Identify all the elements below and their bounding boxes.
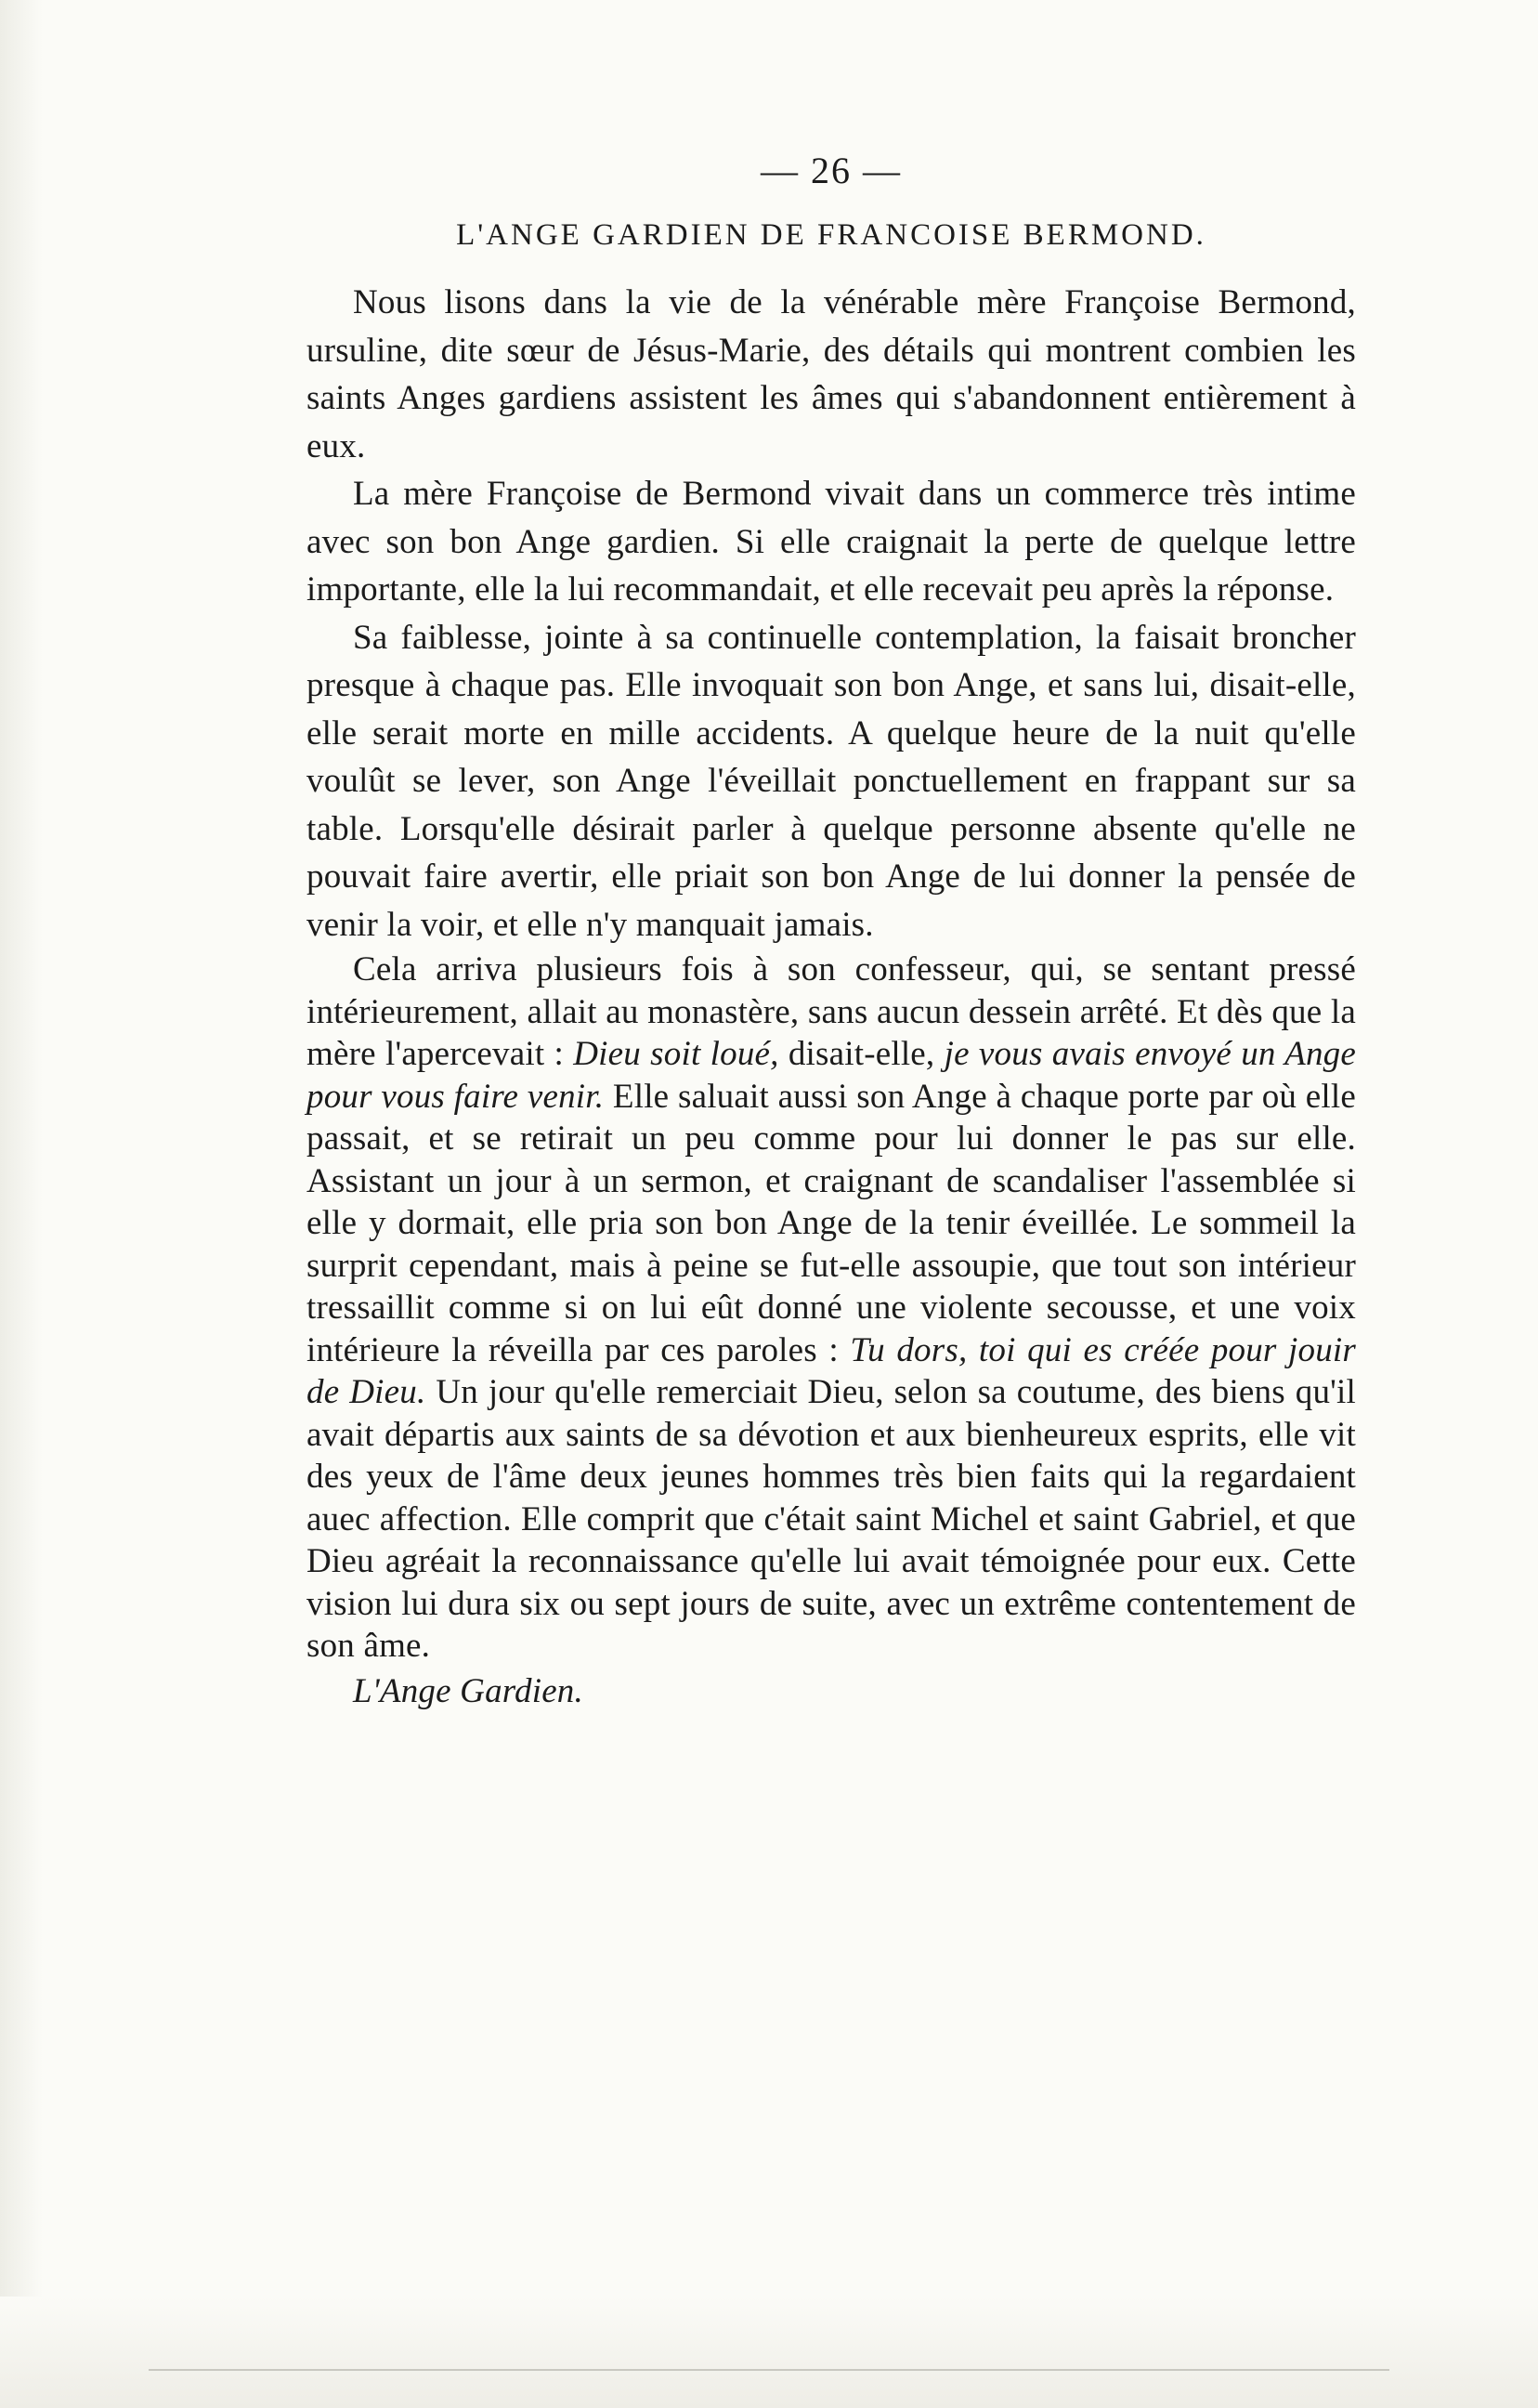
page-bottom-rule: [149, 2369, 1389, 2371]
page-edge-shadow: [0, 0, 43, 2408]
page-bottom-shadow: [0, 2297, 1538, 2408]
paragraph-3: Sa faiblesse, jointe à sa continuelle contemplation, la faisait broncher presque à chaque pas. Elle invoquait son bon Ange, et sans lui, disait-elle, elle serait morte en mille accidents. A quelque heure de la nuit qu'elle voulût se lever, son Ange l'éveillait ponctuellement en frappant sur sa table. Lorsqu'elle désirait parler à quelque personne absente qu'elle ne pouvait faire avertir, elle priait son bon Ange de lui donner la pensée de venir la voir, et elle n'y manquait jamais.: [306, 618, 1356, 944]
paragraph-4-text-a: Cela arriva plusieurs fois à son confesseur, qui, se sentant pressé intérieurement, allait au monastère, sans aucun dessein arrêté. Et dès que la mère l'apercevait :: [306, 950, 1356, 1073]
page-number: — 26 —: [761, 150, 902, 191]
document-body: [306, 279, 1356, 1715]
quote-dieu-soit-loue: Dieu soit loué,: [573, 1035, 779, 1073]
paragraph-4-text-c: Elle saluait aussi son Ange à chaque porte par où elle passait, et se retirait un peu comme pour lui donner le pas sur elle. Assistant un jour à un sermon, et craignant de scandaliser l'assemblée si elle y dormait, elle pria son bon Ange de la tenir éveillée. Le sommeil la surprit cependant, mais à peine se fut-elle assoupie, que tout son intérieur tressaillit comme si on lui eût donné une violente secousse, et une voix intérieure la réveilla par ces paroles :: [306, 1077, 1356, 1369]
document-page: [306, 149, 1356, 1715]
paragraph-4: [306, 949, 1356, 1668]
paragraph-4-text-b: disait-elle,: [778, 1035, 945, 1073]
quote-tu-dors: Tu dors, toi qui es créée pour jouir de Dieu.: [306, 1330, 1356, 1411]
source-signature: L'Ange Gardien.: [353, 1671, 583, 1710]
paragraph-2: La mère Françoise de Bermond vivait dans un commerce très intime avec son bon Ange gardien. Si elle craignait la perte de quelque lettre importante, elle la lui recommandait, et elle recevait peu après la réponse.: [306, 475, 1356, 609]
quote-ange-envoye: je vous avais envoyé un Ange pour vous faire venir.: [306, 1035, 1356, 1116]
chapter-title: L'ANGE GARDIEN DE FRANCOISE BERMOND.: [456, 218, 1206, 252]
paragraph-4-text-d: Un jour qu'elle remerciait Dieu, selon sa coutume, des biens qu'il avait départis aux saints de sa dévotion et aux bienheureux esprits, elle vit des yeux de l'âme deux jeunes hommes très bien faits qui la regardaient auec affection. Elle comprit que c'était saint Michel et saint Gabriel, et que Dieu agréait la reconnaissance qu'elle lui avait témoignée pour eux. Cette vision lui dura six ou sept jours de suite, avec un extrême contentement de son âme.: [306, 1373, 1356, 1665]
paragraph-1: Nous lisons dans la vie de la vénérable mère Françoise Bermond, ursuline, dite sœur de Jésus-Marie, des détails qui montrent combien les saints Anges gardiens assistent les âmes qui s'abandonnent entièrement à eux.: [306, 283, 1356, 465]
